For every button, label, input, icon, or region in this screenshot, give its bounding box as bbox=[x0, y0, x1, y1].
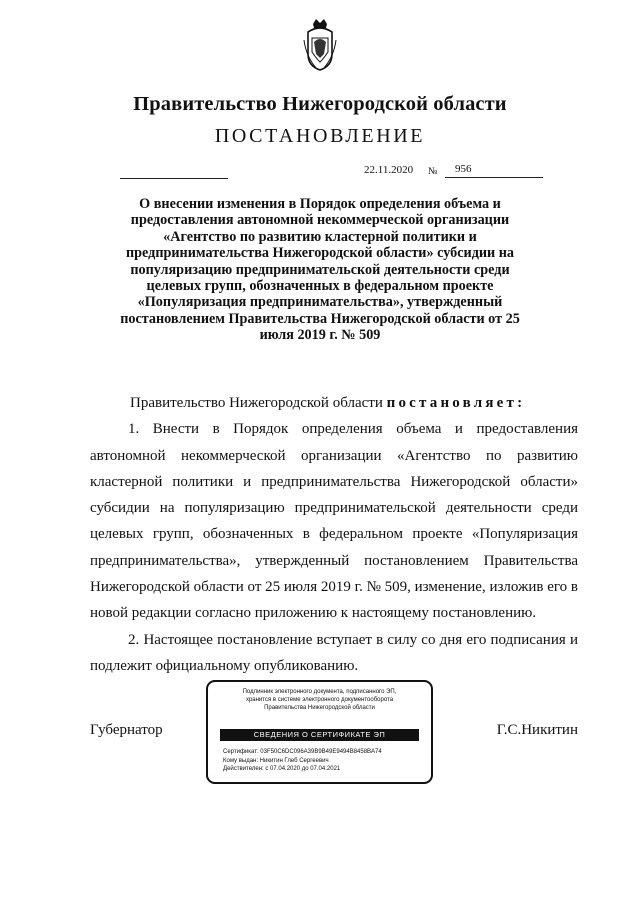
stamp-header: СВЕДЕНИЯ О СЕРТИФИКАТЕ ЭП bbox=[220, 729, 419, 741]
electronic-signature-stamp bbox=[206, 680, 433, 784]
intro-text: Правительство Нижегородской области bbox=[130, 395, 383, 411]
document-title: О внесении изменения в Порядок определения объема и предоставления автономной некоммерческой организации «Агентство по развитию кластерной политики и предпринимательства Нижегородской области» субсидии на популяризацию предпринимательской деятельности среди целевых групп, обозначенных в федеральном проекте «Популяризация предпринимательства», утвержденный постановлением Правительства Нижегородской области от 25 июля 2019 г. № 509 bbox=[120, 196, 520, 344]
stamp-note-line: Правительства Нижегородской области bbox=[264, 705, 375, 711]
stamp-certificate: Сертификат: 03F50C6DC096A39B9B49E9494B8458BA74 bbox=[223, 749, 382, 755]
decree-word: постановляет: bbox=[386, 395, 526, 411]
coat-of-arms-icon bbox=[302, 18, 338, 72]
stamp-info bbox=[223, 748, 382, 774]
number-label: № bbox=[428, 166, 438, 177]
stamp-note bbox=[208, 688, 431, 712]
document-number: 956 bbox=[445, 163, 543, 178]
document-type: ПОСТАНОВЛЕНИЕ bbox=[214, 125, 426, 147]
government-title: Правительство Нижегородской области bbox=[133, 93, 507, 115]
signer-name: Г.С.Никитин bbox=[496, 722, 578, 738]
document-date: 22.11.2020 bbox=[364, 164, 414, 176]
paragraph-1: 1. Внести в Порядок определения объема и предоставления автономной некоммерческой организации «Агентство по развитию кластерной политики и предпринимательства Нижегородской области» субсидии на популяризацию предпринимательской деятельности среди целевых групп, обозначенных в федеральном проекте «Популяризация предпринимательства», утвержденный постановлением Правительства Нижегородской области от 25 июля 2019 г. № 509, изменение, изложив его в новой редакции согласно приложению к настоящему постановлению. bbox=[90, 421, 578, 622]
signer-position: Губернатор bbox=[90, 722, 163, 738]
paragraph-2: 2. Настоящее постановление вступает в силу со дня его подписания и подлежит официальному опубликованию. bbox=[90, 631, 578, 674]
stamp-validity: Действителен: с 07.04.2020 до 07.04.2021 bbox=[223, 766, 341, 772]
document-body bbox=[90, 390, 578, 679]
stamp-issued-to: Кому выдан: Никитин Глеб Сергеевич bbox=[223, 757, 329, 764]
stamp-note-line: хранится в системе электронного документооборота bbox=[245, 697, 394, 703]
stamp-note-line: Подлинник электронного документа, подписанного ЭП, bbox=[242, 689, 397, 695]
intro-paragraph bbox=[90, 390, 578, 416]
blank-line bbox=[120, 178, 228, 179]
